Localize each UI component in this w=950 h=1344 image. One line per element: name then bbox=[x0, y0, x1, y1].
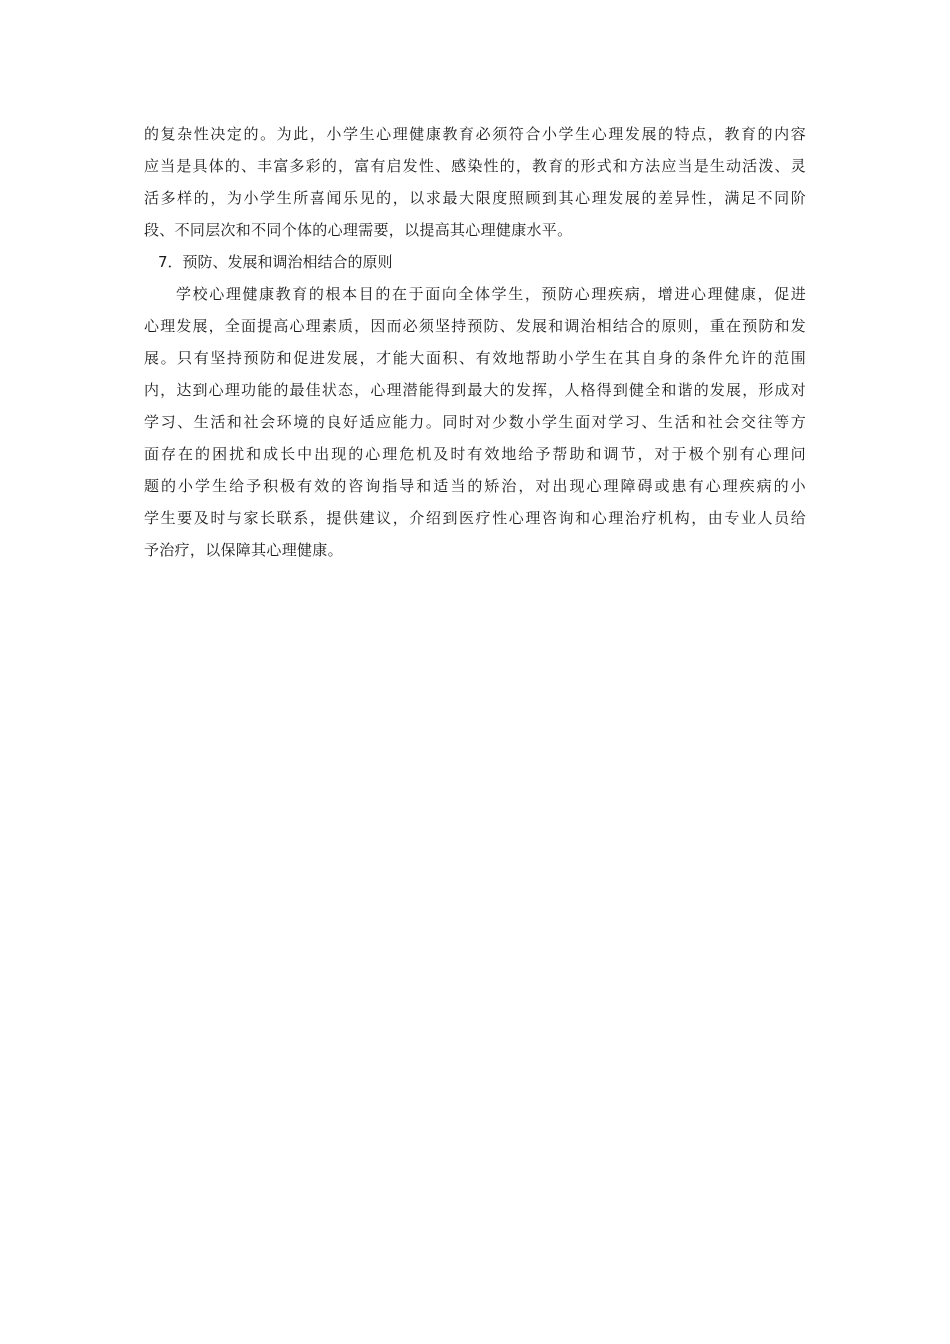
text-line: 心理发展，全面提高心理素质，因而必须坚持预防、发展和调治相结合的原则，重在预防和发 bbox=[144, 317, 806, 335]
text-line: 学校心理健康教育的根本目的在于面向全体学生，预防心理疾病，增进心理健康，促进 bbox=[176, 285, 806, 303]
section-title: 预防、发展和调治相结合的原则 bbox=[182, 253, 393, 271]
document-body bbox=[144, 118, 806, 566]
text-line: 题的小学生给予积极有效的咨询指导和适当的矫治，对出现心理障碍或患有心理疾病的小 bbox=[144, 477, 806, 495]
text-line: 应当是具体的、丰富多彩的，富有启发性、感染性的，教育的形式和方法应当是生动活泼、灵 bbox=[144, 157, 806, 175]
text-line: 学习、生活和社会环境的良好适应能力。同时对少数小学生面对学习、生活和社会交往等方 bbox=[144, 413, 806, 431]
text-line: 学生要及时与家长联系，提供建议，介绍到医疗性心理咨询和心理治疗机构，由专业人员给 bbox=[144, 509, 806, 527]
section-number: 7． bbox=[158, 253, 183, 271]
text-line: 段、不同层次和不同个体的心理需要，以提高其心理健康水平。 bbox=[144, 221, 573, 239]
text-line: 面存在的困扰和成长中出现的心理危机及时有效地给予帮助和调节，对于极个别有心理问 bbox=[144, 445, 806, 463]
text-line: 内，达到心理功能的最佳状态，心理潜能得到最大的发挥，人格得到健全和谐的发展，形成对 bbox=[144, 381, 806, 399]
paragraph-continuation bbox=[144, 118, 806, 246]
section-heading bbox=[144, 246, 806, 278]
text-line: 活多样的，为小学生所喜闻乐见的，以求最大限度照顾到其心理发展的差异性，满足不同阶 bbox=[144, 189, 806, 207]
text-line: 的复杂性决定的。为此，小学生心理健康教育必须符合小学生心理发展的特点，教育的内容 bbox=[144, 125, 806, 143]
text-line: 予治疗，以保障其心理健康。 bbox=[144, 541, 343, 559]
text-line: 展。只有坚持预防和促进发展，才能大面积、有效地帮助小学生在其自身的条件允许的范围 bbox=[144, 349, 806, 367]
paragraph-prevention-principle bbox=[144, 278, 806, 566]
